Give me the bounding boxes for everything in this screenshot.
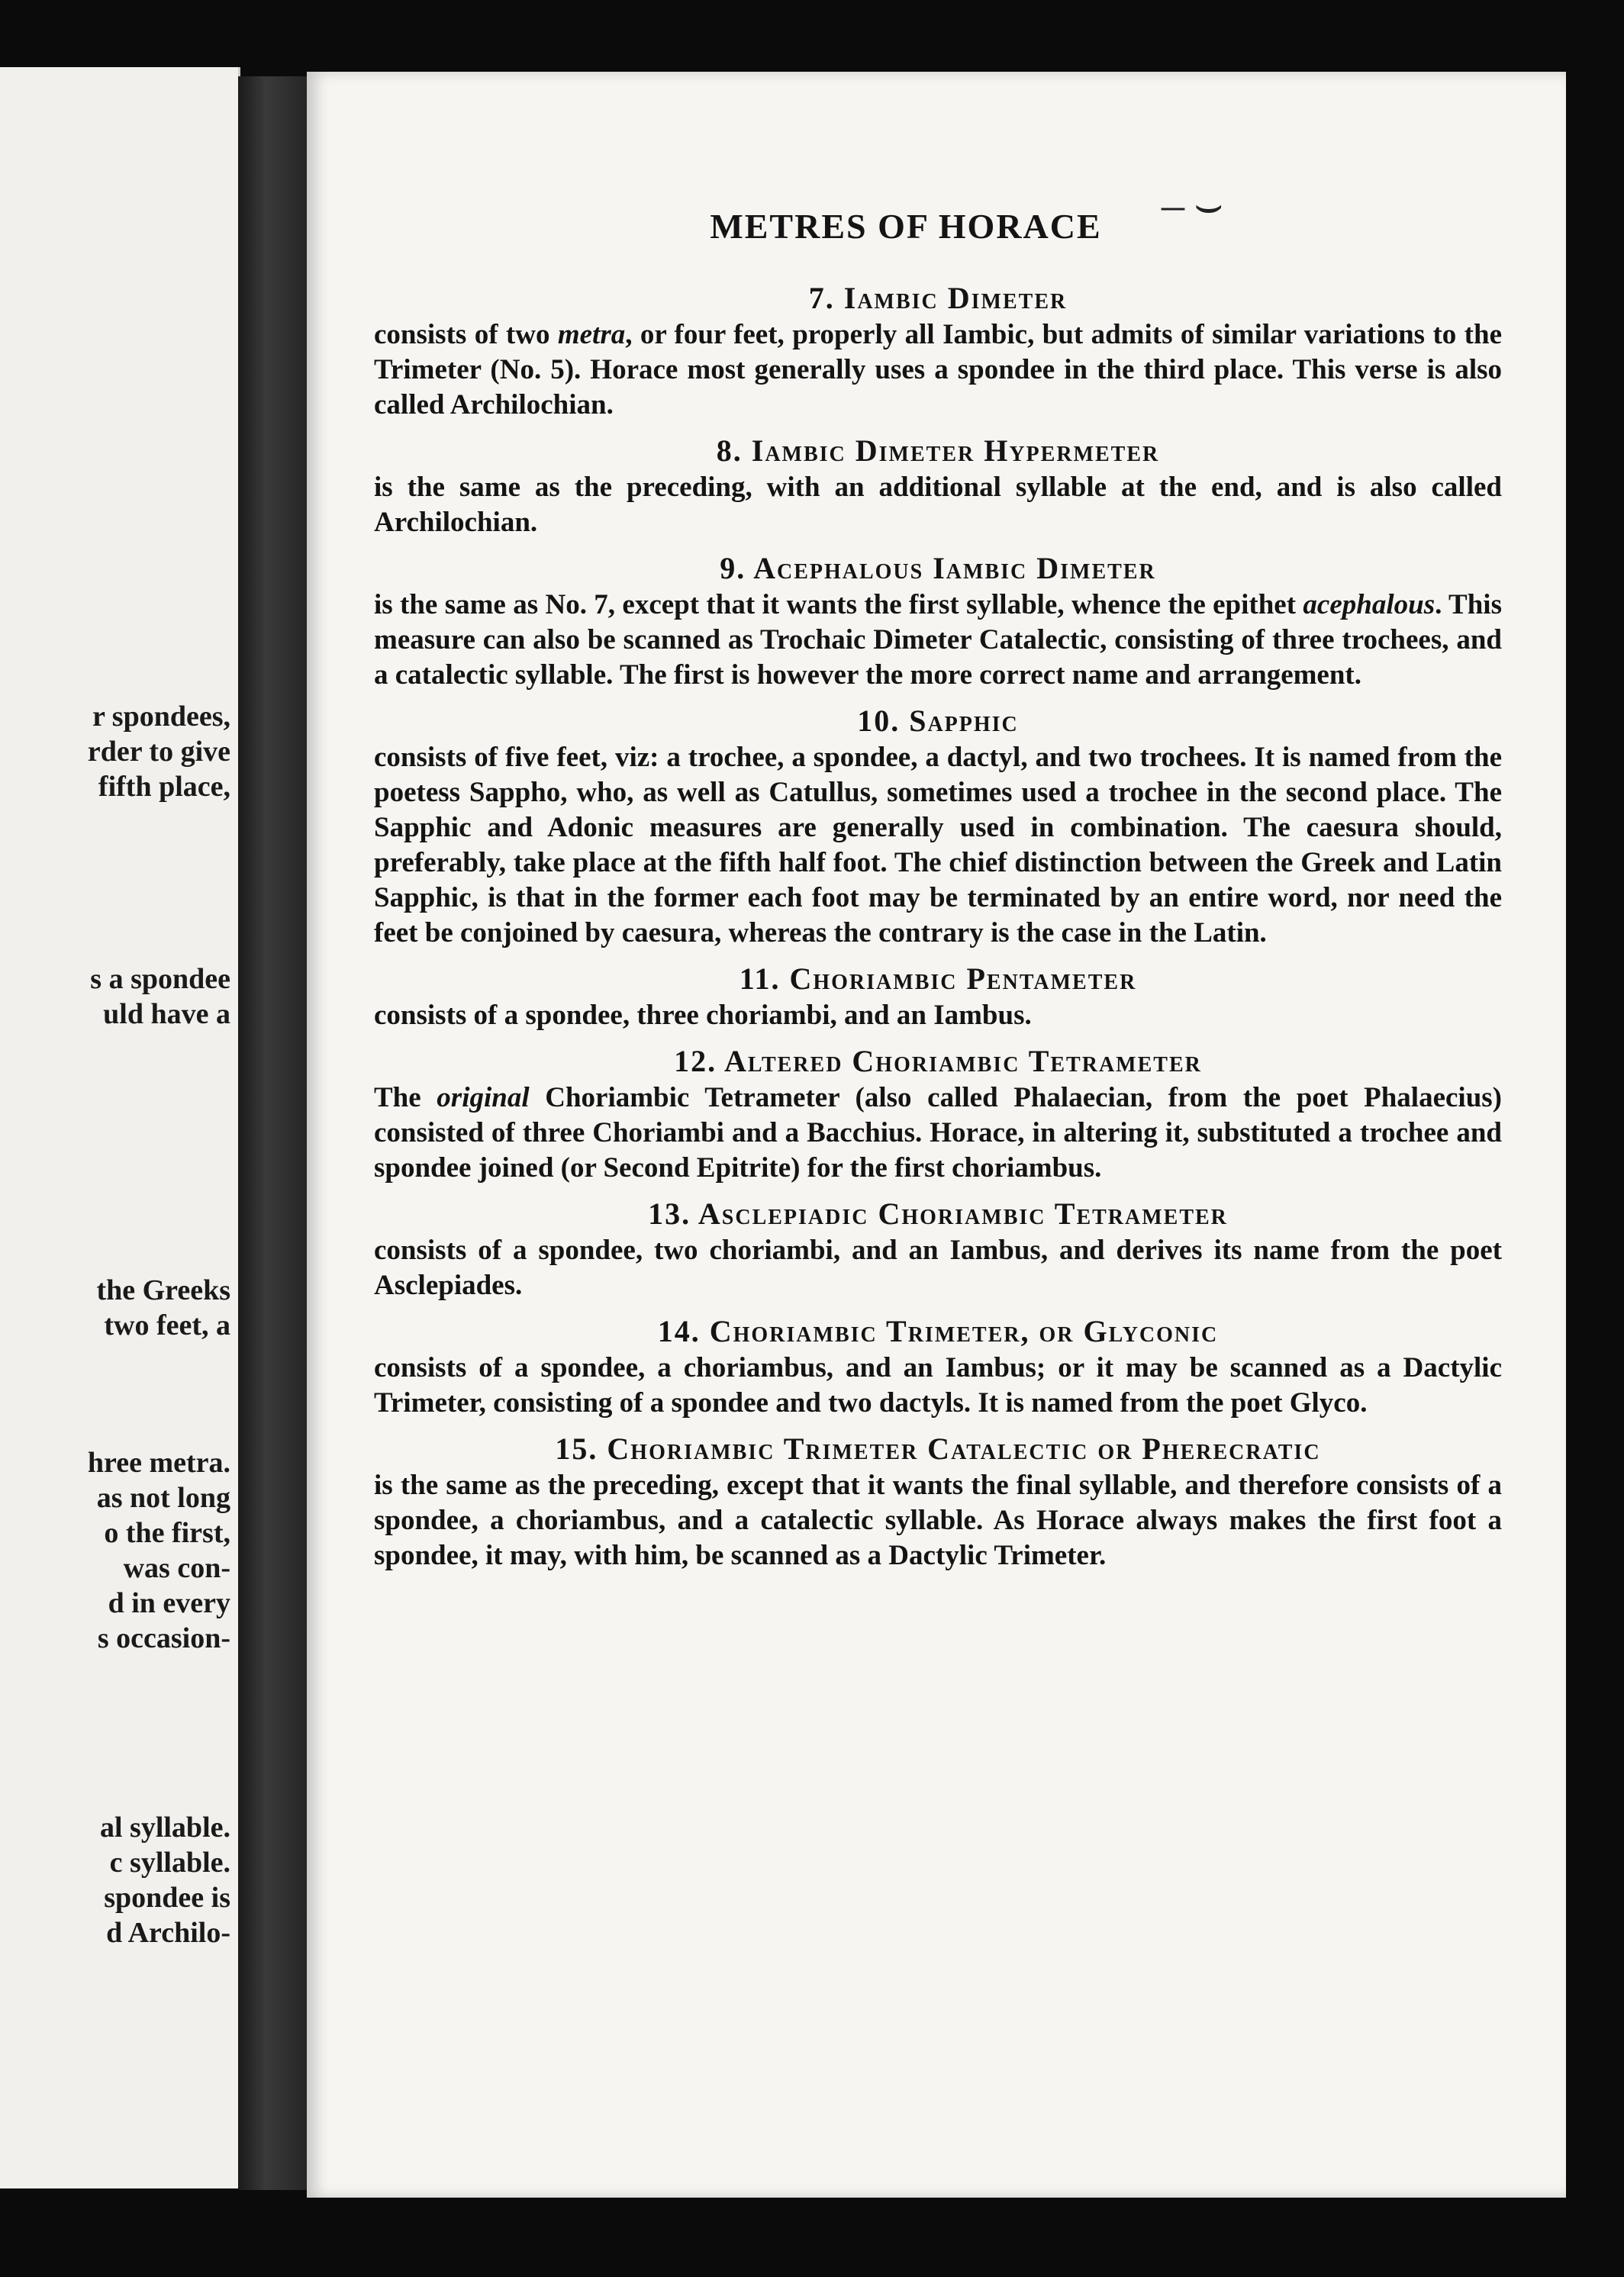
section-heading: 15. Choriambic Trimeter Catalectic or Pherecratic [555, 1432, 1321, 1466]
section-heading: 11. Choriambic Pentameter [739, 961, 1137, 996]
left-fragment: spondee is [104, 1882, 230, 1914]
left-fragment: r spondees, [92, 700, 230, 733]
left-fragment: d Archilo- [106, 1917, 230, 1949]
section-heading: 9. Acephalous Iambic Dimeter [720, 551, 1156, 585]
section-heading: 12. Altered Choriambic Tetrameter [674, 1044, 1202, 1078]
section-heading: 8. Iambic Dimeter Hypermeter [716, 433, 1160, 468]
section-body: is the same as the preceding, except that it wants the final syllable, and therefore consists of a spondee, a choriambus, and a catalectic syllable. As Horace always makes the first foot a spondee, it may, with him, be scanned as a Dactylic Trimeter. [374, 1470, 1502, 1571]
section-heading: 10. Sapphic [857, 704, 1019, 738]
section-body: consists of a spondee, a choriambus, and an Iambus; or it may be scanned as a Dactylic Trimeter, consisting of a spondee and two dactyls. It is named from the poet Glyco. [374, 1352, 1502, 1419]
body-text [374, 279, 1502, 1583]
left-fragment: hree metra. [87, 1447, 230, 1479]
section-body: The original Choriambic Tetrameter (also called Phalaecian, from the poet Phalaecius) consisted of three Choriambi and a Bacchius. Horace, in altering it, substituted a trochee and spondee joined (or Second Epitrite) for the first choriambus. [374, 1082, 1503, 1184]
right-page [307, 72, 1566, 2198]
section-body: consists of a spondee, three choriambi, and an Iambus. [374, 1000, 1032, 1031]
left-fragment: the Greeks [96, 1274, 230, 1306]
left-fragment: s a spondee [90, 963, 230, 995]
pencil-mark-icon: – ⌣ [1162, 179, 1224, 230]
section-body: consists of five feet, viz: a trochee, a spondee, a dactyl, and two trochees. It is named from the poetess Sappho, who, as well as Catullus, sometimes used a trochee in the second place. The Sapphic and Adonic measures are generally used in combination. The caesura should, preferably, take place at the fifth half foot. The chief distinction between the Greek and Latin Sapphic, is that in the former each foot may be terminated by an entire word, nor need the feet be conjoined by caesura, whereas the contrary is the case in the Latin. [374, 742, 1502, 948]
section-heading: 7. Iambic Dimeter [808, 281, 1068, 315]
section-body: consists of a spondee, two choriambi, and an Iambus, and derives its name from the poet Asclepiades. [374, 1235, 1502, 1301]
section-body: is the same as the preceding, with an additional syllable at the end, and is also called Archilochian. [374, 472, 1502, 538]
left-fragment: al syllable. [99, 1812, 230, 1844]
section-body: consists of two metra, or four feet, properly all Iambic, but admits of similar variations to the Trimeter (No. 5). Horace most generally uses a spondee in the third place. This verse is also called Archilochian. [374, 319, 1502, 420]
section-heading: 13. Asclepiadic Choriambic Tetrameter [648, 1196, 1228, 1231]
left-fragment: uld have a [103, 998, 230, 1030]
left-fragment: s occasion- [97, 1622, 230, 1654]
left-fragment: fifth place, [98, 771, 230, 803]
running-title: METRES OF HORACE [710, 207, 1102, 246]
book-gutter [238, 76, 307, 2190]
left-fragment: two feet, a [104, 1309, 230, 1341]
section-body: is the same as No. 7, except that it wants the first syllable, whence the epithet acephalous. This measure can also be scanned as Trochaic Dimeter Catalectic, consisting of three trochees, and a catalectic syllable. The first is however the more correct name and arrangement. [374, 589, 1502, 691]
left-fragment: as not long [96, 1482, 230, 1514]
left-fragment: was con- [123, 1552, 230, 1584]
left-fragment: rder to give [87, 736, 230, 768]
left-fragment: c syllable. [109, 1847, 230, 1879]
left-fragment: d in every [108, 1587, 230, 1619]
section-heading: 14. Choriambic Trimeter, or Glyconic [657, 1314, 1219, 1348]
left-page [0, 67, 240, 2188]
left-fragment: o the first, [104, 1517, 230, 1549]
